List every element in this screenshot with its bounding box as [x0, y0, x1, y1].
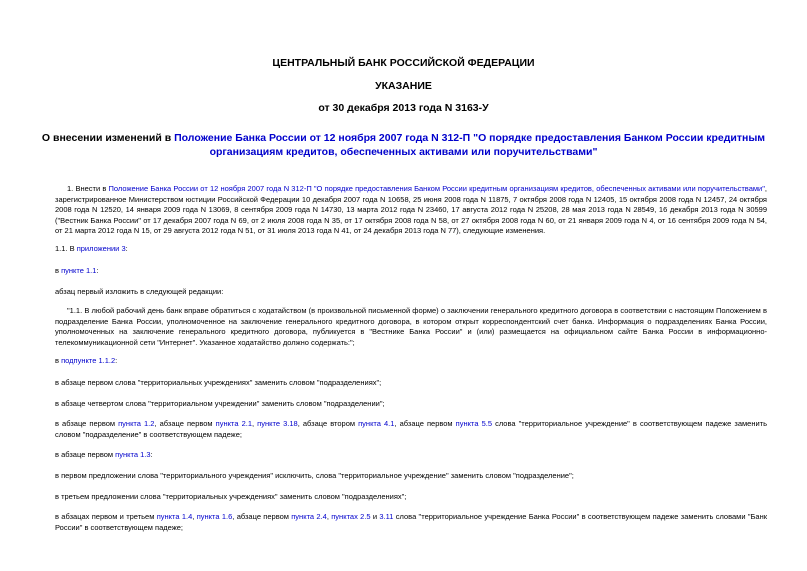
point-3-18-link[interactable]: пункте 3.18 [257, 419, 298, 428]
p13-text-d: , [326, 512, 332, 521]
p10-text-b: : [150, 450, 153, 459]
p1-text-a: 1. Внести в [67, 184, 109, 193]
point-3-11-link[interactable]: 3.11 [379, 512, 394, 521]
p2-text-a: 1.1. В [55, 244, 77, 253]
p13-text-f: слова "территориальное учреждение Банка России" в соответствующем падеже заменить словами "Банк России" в соответствующем падеже; [55, 512, 768, 532]
paragraph-abzac-fourth-words: в абзаце четвертом слова "территориальном учреждении" заменить словом "подразделении"; [55, 399, 385, 408]
p6-text-a: в [55, 356, 62, 365]
document-title [40, 131, 767, 159]
document-date-number: от 30 декабря 2013 года N 3163-У [318, 102, 489, 114]
appendix-3-link[interactable]: приложении 3 [76, 244, 126, 253]
paragraph-1 [55, 184, 767, 237]
p6-text-b: : [115, 356, 118, 365]
point-2-4-link[interactable]: пункта 2.4 [291, 512, 327, 521]
p1-regulation-link[interactable]: Положение Банка России от 12 ноября 2007 года N 312-П "О порядке предоставления Банком России кредитным организациям кредитов, обеспеченных активами или поручительствами" [108, 184, 765, 193]
paragraph-first-sentence: в первом предложении слова "территориального учреждения" исключить, слова "территориальное учреждение" заменить словом "подразделение"; [55, 471, 574, 480]
paragraph-quoted-1-1: "1.1. В любой рабочий день банк вправе обратиться с ходатайством (в произвольной письменной форме) о заключении генерального кредитного договора в соответствии с настоящим Положением в подразделение Банка России, уполномоченное на заключение генерального кредитного договора, в котором открыт корреспондентский счет банка. Информация о подразделениях Банка России, уполномоченных на заключение генерального кредитного договора, публикуется в "Вестнике Банка России" и (или) размещается на официальном сайте Банка России в информационно-телекоммуникационной сети "Интернет". Указанное ходатайство должно содержать:"; [55, 306, 767, 347]
paragraph-points-1-4-list [55, 512, 767, 533]
paragraph-point-1-1 [55, 266, 767, 277]
p2-text-b: : [125, 244, 128, 253]
point-2-1-link[interactable]: пункта 2.1 [215, 419, 253, 428]
title-regulation-link[interactable]: Положение Банка России от 12 ноября 2007 года N 312-П "О порядке предоставления Банком России кредитным организациям кредитов, обеспеченных активами или поручительствами" [174, 132, 766, 158]
paragraph-subpoint-1-1-2 [55, 356, 767, 367]
title-prefix: О внесении изменений в [41, 132, 175, 144]
p13-text-c: , абзаце первом [232, 512, 292, 521]
p9-text-e: , абзаце первом [394, 419, 456, 428]
p9-text-a: в абзаце первом [55, 419, 119, 428]
issuer-heading: ЦЕНТРАЛЬНЫЙ БАНК РОССИЙСКОЙ ФЕДЕРАЦИИ [272, 57, 535, 69]
document-type: УКАЗАНИЕ [375, 80, 432, 92]
point-5-5-link[interactable]: пункта 5.5 [455, 419, 493, 428]
p9-text-d: , абзаце втором [297, 419, 359, 428]
p9-text-c: , [252, 419, 258, 428]
points-2-5-link[interactable]: пунктах 2.5 [331, 512, 371, 521]
p3-text-a: в [55, 266, 62, 275]
paragraph-third-sentence: в третьем предложении слова "территориальных учреждениях" заменить словом "подразделениях"; [55, 492, 407, 501]
point-4-1-link[interactable]: пункта 4.1 [358, 419, 395, 428]
point-1-3-link[interactable]: пункта 1.3 [115, 450, 151, 459]
point-1-6-link[interactable]: пункта 1.6 [196, 512, 233, 521]
p1-text-b: , зарегистрированное Министерством юстиции Российской Федерации 10 декабря 2007 года N 10658, 25 июня 2008 года N 11875, 7 октября 2008 года N 12405, 15 октября 2008 года N 12457, 24 октября 2008 года N 12520, 14 января 2009 года N 13069, 8 сентября 2009 года N 14730, 13 марта 2012 года N 23460, 17 августа 2012 года N 25208, 28 мая 2013 года N 28549, 16 декабря 2013 года N 30599 ("Вестник Банка России" от 17 декабря 2007 года N 69, от 2 июля 2008 года N 35, от 17 октября 2008 года N 58, от 27 октября 2008 года N 60, от 21 января 2009 года N 4, от 16 сентября 2009 года N 54, от 21 марта 2012 года N 15, от 29 августа 2012 года N 51, от 31 июля 2013 года N 41, от 24 декабря 2013 года N 77), следующие изменения. [55, 184, 767, 235]
p13-text-a: в абзацах первом и третьем [55, 512, 157, 521]
paragraph-points-list [55, 419, 767, 440]
p13-text-e: и [370, 512, 380, 521]
paragraph-abzac-first: абзац первый изложить в следующей редакции: [55, 287, 224, 296]
p9-text-b: , абзаце первом [154, 419, 216, 428]
point-1-1-link[interactable]: пункте 1.1 [61, 266, 97, 275]
paragraph-abzac-first-words: в абзаце первом слова "территориальных учреждениях" заменить словом "подразделениях"; [55, 378, 382, 387]
subpoint-1-1-2-link[interactable]: подпункте 1.1.2 [61, 356, 116, 365]
p3-text-b: : [96, 266, 99, 275]
p9-text-f: слова "территориальное учреждение" в соответствующем падеже заменить словом "подразделение" в соответствующем падеже; [55, 419, 768, 439]
point-1-4-link[interactable]: пункта 1.4 [156, 512, 193, 521]
p13-text-b: , [192, 512, 197, 521]
paragraph-point-1-3 [55, 450, 767, 461]
paragraph-1-1 [55, 244, 767, 255]
point-1-2-link[interactable]: пункта 1.2 [118, 419, 155, 428]
p10-text-a: в абзаце первом [55, 450, 116, 459]
